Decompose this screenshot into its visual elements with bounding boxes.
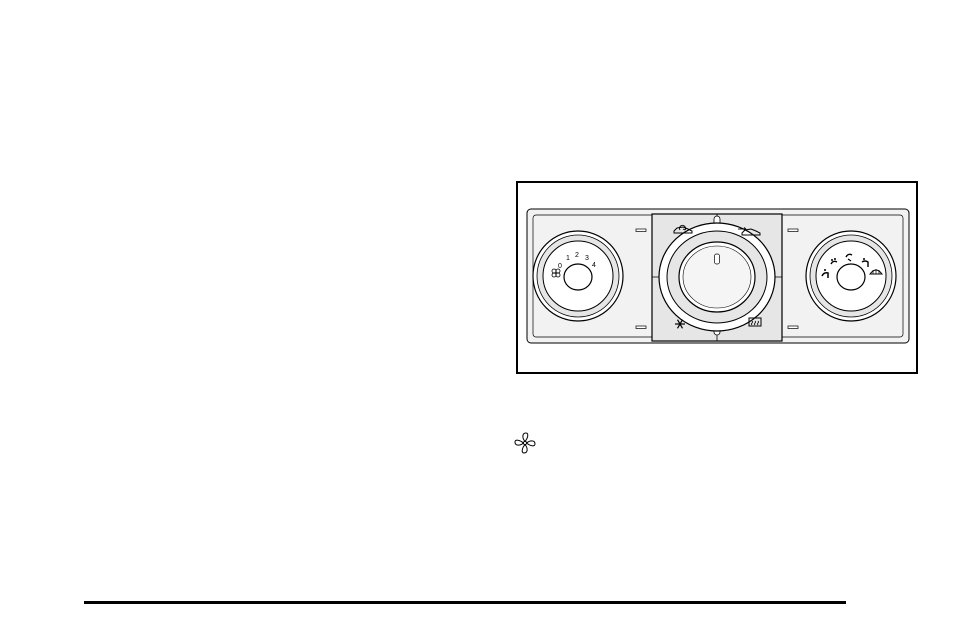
indicator-slot <box>788 229 798 232</box>
fan-knob-center <box>564 264 592 290</box>
indicator-slot <box>636 326 646 329</box>
fan-speed-knob <box>533 231 623 321</box>
temperature-pointer <box>715 254 720 264</box>
fan-scale-label: 0 <box>558 263 562 270</box>
mode-knob-center <box>837 264 865 290</box>
fan-icon <box>513 431 537 455</box>
indicator-slot <box>636 229 646 232</box>
footer-rule <box>84 601 846 604</box>
fan-scale-label: 3 <box>585 255 589 262</box>
climate-control-panel-figure <box>516 181 918 374</box>
fan-scale-label: 4 <box>592 262 596 269</box>
air-delivery-mode-knob <box>806 231 896 321</box>
indicator-slot <box>788 326 798 329</box>
fan-scale-label: 1 <box>566 255 570 262</box>
fan-scale-label: 2 <box>575 252 579 259</box>
